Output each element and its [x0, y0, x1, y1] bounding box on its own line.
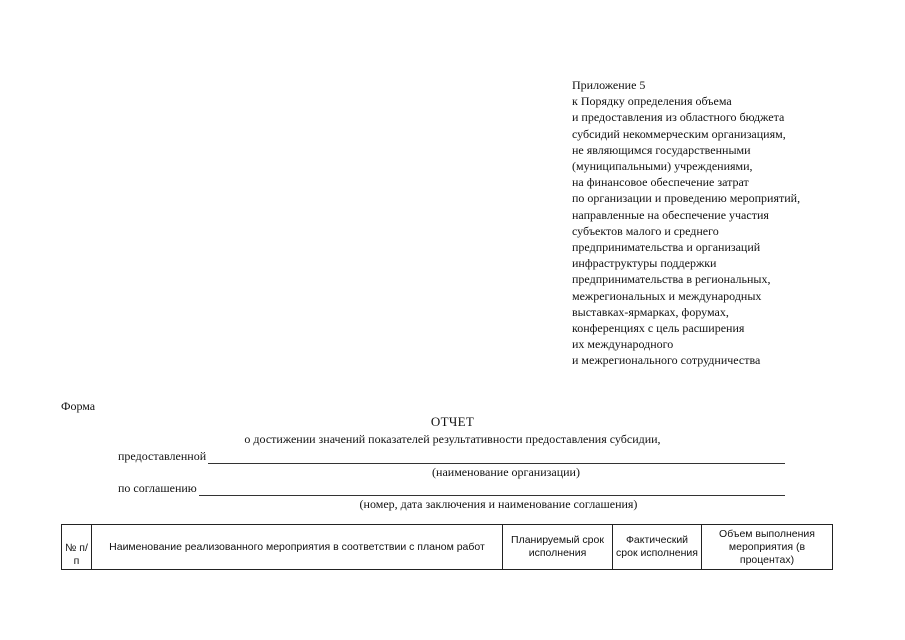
column-header-actual-date: Фактический срок исполнения	[613, 525, 702, 570]
column-header-number: № п/п	[62, 525, 92, 570]
column-header-completion-percent: Объем выполнения мероприятия (в процентах)	[702, 525, 833, 570]
appendix-line: межрегиональных и международных	[572, 288, 762, 303]
agreement-field[interactable]	[199, 483, 785, 496]
appendix-line: инфраструктуры поддержки	[572, 256, 717, 271]
form-label: Форма	[61, 399, 96, 413]
organization-field[interactable]	[208, 451, 785, 464]
agreement-row	[118, 481, 785, 496]
agreement-hint: (номер, дата заключения и наименование соглашения)	[359, 497, 638, 511]
report-table	[61, 524, 833, 570]
appendix-line: направленные на обеспечение участия	[572, 207, 769, 222]
appendix-line: по организации и проведению мероприятий,	[572, 191, 801, 206]
organization-label: предоставленной	[118, 449, 207, 463]
report-title: ОТЧЕТ	[430, 414, 475, 429]
column-header-planned-date: Планируемый срок исполнения	[503, 525, 613, 570]
organization-row	[118, 449, 785, 464]
appendix-line: выставках-ярмарках, форумах,	[572, 304, 729, 319]
organization-hint: (наименование организации)	[432, 465, 580, 479]
appendix-line: конференциях с цель расширения	[572, 321, 745, 336]
appendix-line: не являющимся государственными	[572, 142, 751, 157]
appendix-line: предпринимательства в региональных,	[572, 272, 771, 287]
report-subtitle: о достижении значений показателей результативности предоставления субсидии,	[244, 432, 661, 446]
column-header-event: Наименование реализованного мероприятия в соответствии с планом работ	[92, 525, 503, 570]
appendix-line: на финансовое обеспечение затрат	[572, 175, 749, 190]
appendix-line: их международного	[572, 337, 674, 352]
appendix-line: и предоставления из областного бюджета	[572, 110, 785, 125]
appendix-line: и межрегионального сотрудничества	[572, 353, 761, 368]
appendix-line: предпринимательства и организаций	[572, 240, 761, 255]
appendix-line: субъектов малого и среднего	[572, 223, 719, 238]
appendix-line: (муниципальными) учреждениями,	[572, 159, 753, 174]
appendix-line: Приложение 5	[572, 78, 646, 92]
agreement-label: по соглашению	[118, 481, 197, 495]
table-header-row	[62, 525, 833, 570]
appendix-line: субсидий некоммерческим организациям,	[572, 126, 786, 141]
appendix-heading	[572, 77, 892, 369]
appendix-line: к Порядку определения объема	[572, 94, 732, 109]
